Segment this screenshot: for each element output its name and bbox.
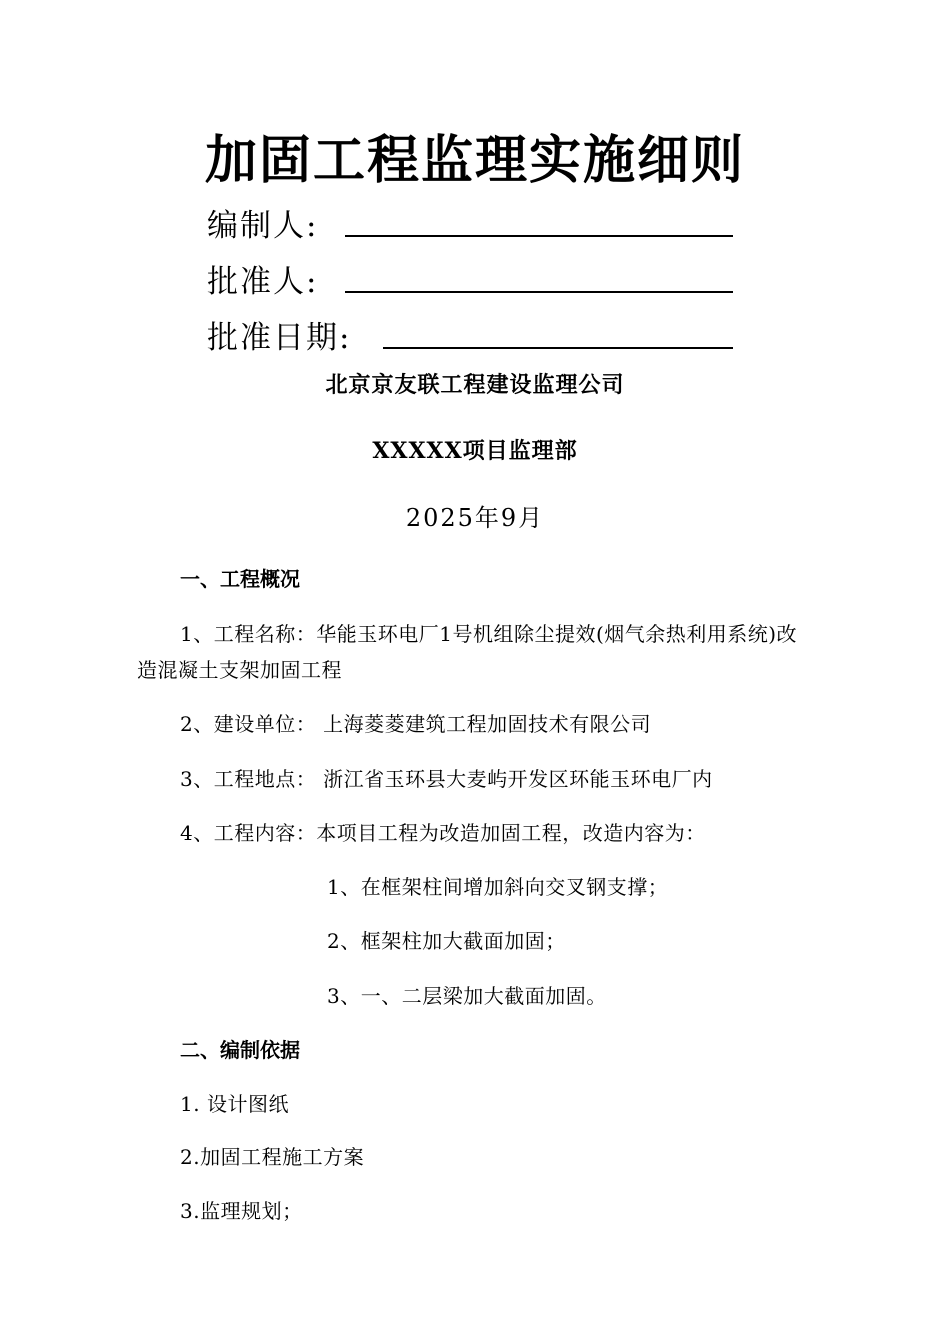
project-name-line: 1、工程名称：华能玉环电厂1号机组除尘提效(烟气余热利用系统)改 xyxy=(180,622,798,646)
compiler-label: 编制人: xyxy=(207,208,319,244)
approval-date-label: 批准日期: xyxy=(207,320,352,356)
approver-signature-line xyxy=(345,291,733,293)
builder-line: 2、建设单位： 上海菱菱建筑工程加固技术有限公司 xyxy=(180,712,652,736)
basis-item: 2.加固工程施工方案 xyxy=(180,1145,365,1169)
approval-date-line xyxy=(383,347,733,349)
section-heading: 二、编制依据 xyxy=(180,1038,300,1062)
project-name-line: 造混凝土支架加固工程 xyxy=(137,658,342,682)
document-title: 加固工程监理实施细则 xyxy=(204,131,745,191)
content-item: 3、一、二层梁加大截面加固。 xyxy=(327,984,607,1008)
content-item: 2、框架柱加大截面加固； xyxy=(327,929,566,953)
company-name: 北京京友联工程建设监理公司 xyxy=(325,372,625,398)
section-heading: 一、工程概况 xyxy=(180,567,300,591)
content-item: 1、在框架柱间增加斜向交叉钢支撑； xyxy=(327,875,669,899)
location-line: 3、工程地点： 浙江省玉环县大麦屿开发区环能玉环电厂内 xyxy=(180,767,713,791)
document-date: 2025年9月 xyxy=(405,504,545,532)
basis-item: 3.监理规划； xyxy=(180,1199,303,1223)
approver-label: 批准人: xyxy=(207,264,319,300)
content-line: 4、工程内容：本项目工程为改造加固工程，改造内容为： xyxy=(180,821,706,845)
basis-item: 1. 设计图纸 xyxy=(180,1092,289,1116)
compiler-signature-line xyxy=(345,235,733,237)
department-name: XXXXX项目监理部 xyxy=(372,438,578,464)
